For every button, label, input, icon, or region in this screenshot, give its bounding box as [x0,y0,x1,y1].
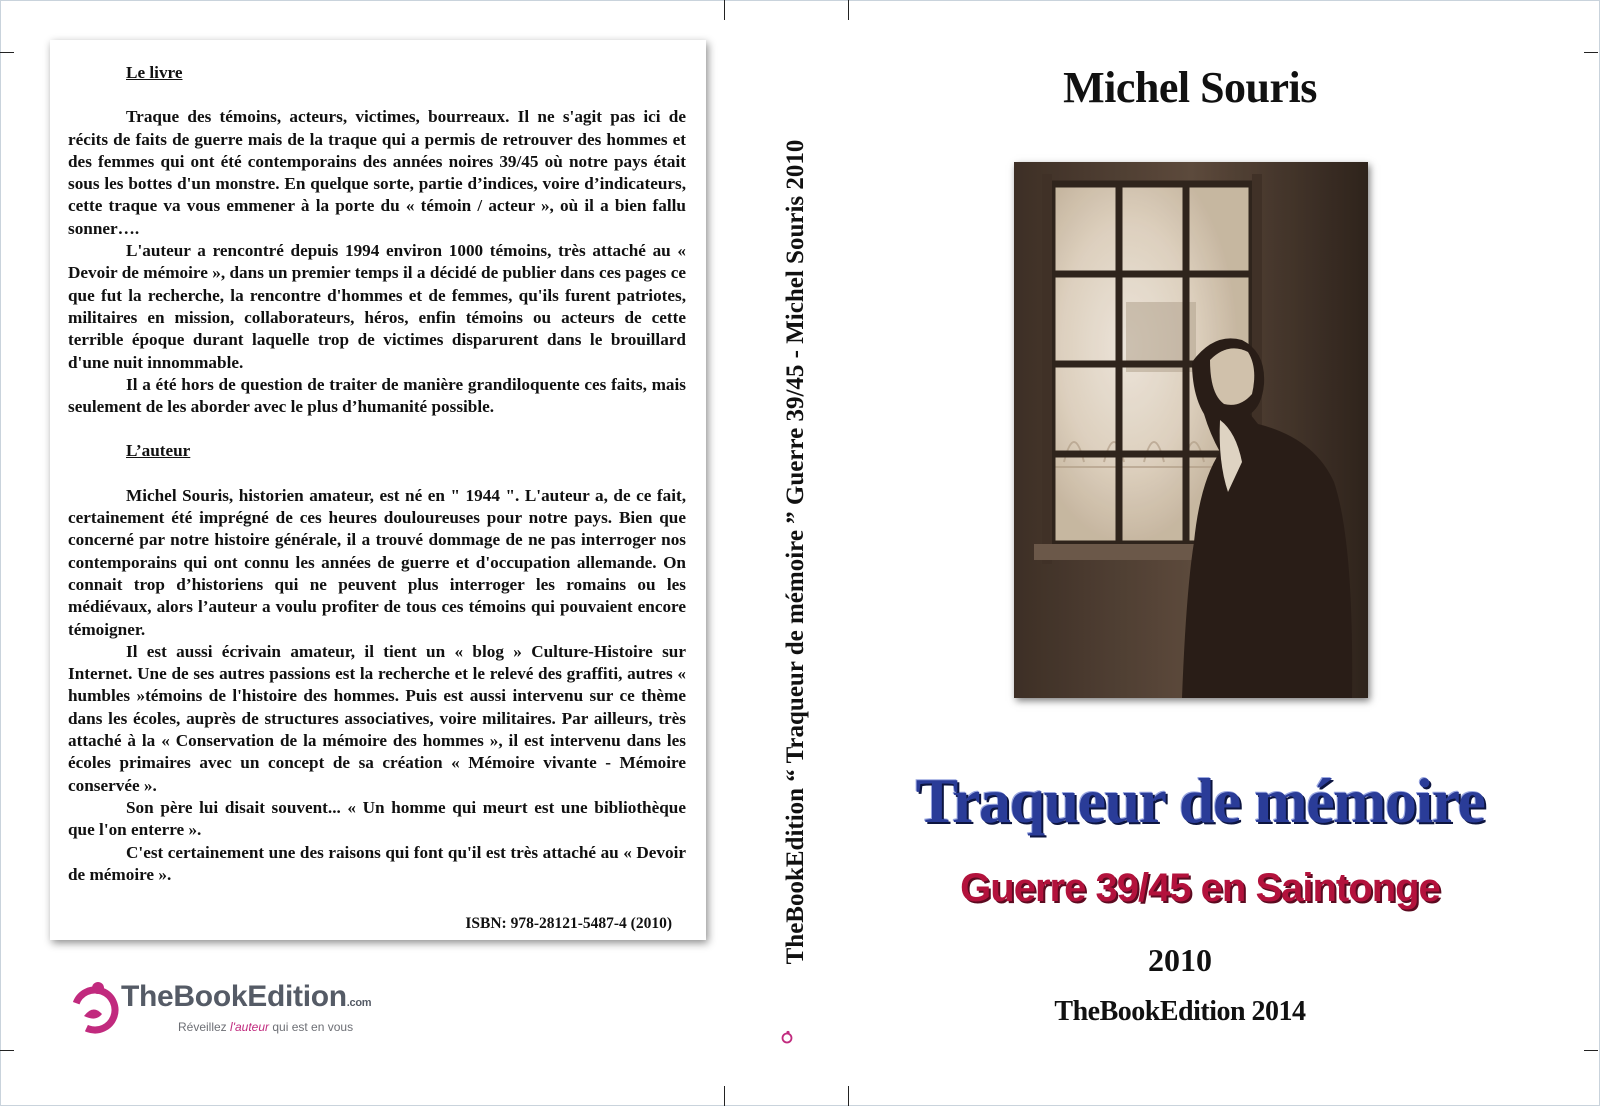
sepia-photo-man-at-window-icon [1014,162,1368,698]
crop-mark [724,1086,725,1106]
crop-mark [848,1086,849,1106]
front-author-name: Michel Souris [1063,63,1317,112]
paragraph: Traque des témoins, acteurs, victimes, bourreaux. Il ne s'agit pas ici de récits de faits de guerre mais de la traque qui a permis de retrouver des hommes et des femmes qui ont été contemporains des années noires 39/45 où notre pays était sous les bottes d'un monstre. En quelque sorte, partie d’indices, voire d’indicateurs, cette traque va vous emmener à la porte du « témoin / acteur », où il a bien fallu sonner…. [68,107,686,238]
section-heading-livre: Le livre [126,63,183,82]
crop-mark [1584,52,1598,53]
tagline-part: Réveillez [178,1020,231,1034]
crop-mark [724,0,725,20]
spine-text: TheBookEdition “ Traqueur de mémoire ” Guerre 39/45 - Michel Souris 2010 [782,139,809,965]
paragraph: Son père lui disait souvent... « Un homme qui meurt est une bibliothèque que l'on enterre ». [68,797,686,840]
crop-mark [0,1050,14,1051]
book-subtitle: Guerre 39/45 en Saintonge [960,866,1440,910]
logo-name: TheBookEdition [121,980,347,1013]
tagline-accent: l'auteur [230,1020,270,1034]
book-title: Traqueur de mémoire [915,765,1485,836]
back-cover-text-panel [50,40,706,940]
publication-year: 2010 [1148,942,1212,978]
logo-tagline [178,1020,353,1034]
publisher-logo [66,978,406,1040]
thebookedition-logo-icon [66,978,124,1036]
paragraph: Il a été hors de question de traiter de manière grandiloquente ces faits, mais seulement de les aborder avec le plus d’humanité possible. [68,374,686,417]
back-cover-text [68,62,686,886]
section-heading-auteur: L’auteur [126,441,191,461]
logo-wordmark [121,980,371,1014]
crop-mark [848,0,849,20]
crop-mark [0,52,14,53]
publisher-edition: TheBookEdition 2014 [1054,996,1306,1027]
paragraph: Il est aussi écrivain amateur, il tient un « blog » Culture-Histoire sur Internet. Une de ses autres passions est la recherche et le relevé des graffiti, autres « humbles »témoins de l'histoire des hommes. Puis est aussi intervenu sur ce thème dans les écoles, auprès de structures associatives, voire militaires. Par ailleurs, très attaché à la « Conservation de la mémoire des hommes », il est intervenu dans les écoles primaires avec un concept de sa création « Mémoire vivante - Mémoire conservée ». [68,641,686,795]
paragraph: L'auteur a rencontré depuis 1994 environ 1000 témoins, très attaché au « Devoir de mémoire », dans un premier temps il a décidé de publier dans ces pages ce que fut la recherche, la rencontre d'hommes et de femmes, qu'ils furent patriotes, militaires en mission, collaborateurs, héros, enfin témoins ou acteurs de cette terrible époque durant laquelle trop de victimes disparurent dans le brouillard d'une nuit innommable. [68,241,686,372]
isbn-label: ISBN: 978-28121-5487-4 (2010) [465,915,672,932]
paragraph: Michel Souris, historien amateur, est né en " 1944 ". L'auteur a, de ce fait, certainement été imprégné de ces heures douloureuses pour notre pays. Bien que concerné par notre histoire générale, il a trouvé dommage de ne pas interroger nos contemporains qui ont connu les années de guerre et d'occupation allemande. On connait trop d’historiens qui ne peuvent plus interroger les romains ou les médiévaux, alors l’auteur a voulu profiter de tous ces témoins qui pouvaient encore témoigner. [68,485,686,639]
book-spine [774,118,818,986]
logo-suffix: .com [346,997,372,1009]
tagline-part: qui est en vous [269,1020,354,1034]
spine-logo-icon [780,1030,794,1044]
crop-mark [1584,1050,1598,1051]
cover-photo [1014,162,1368,698]
paragraph: C'est certainement une des raisons qui font qu'il est très attaché au « Devoir de mémoire ». [68,842,686,884]
